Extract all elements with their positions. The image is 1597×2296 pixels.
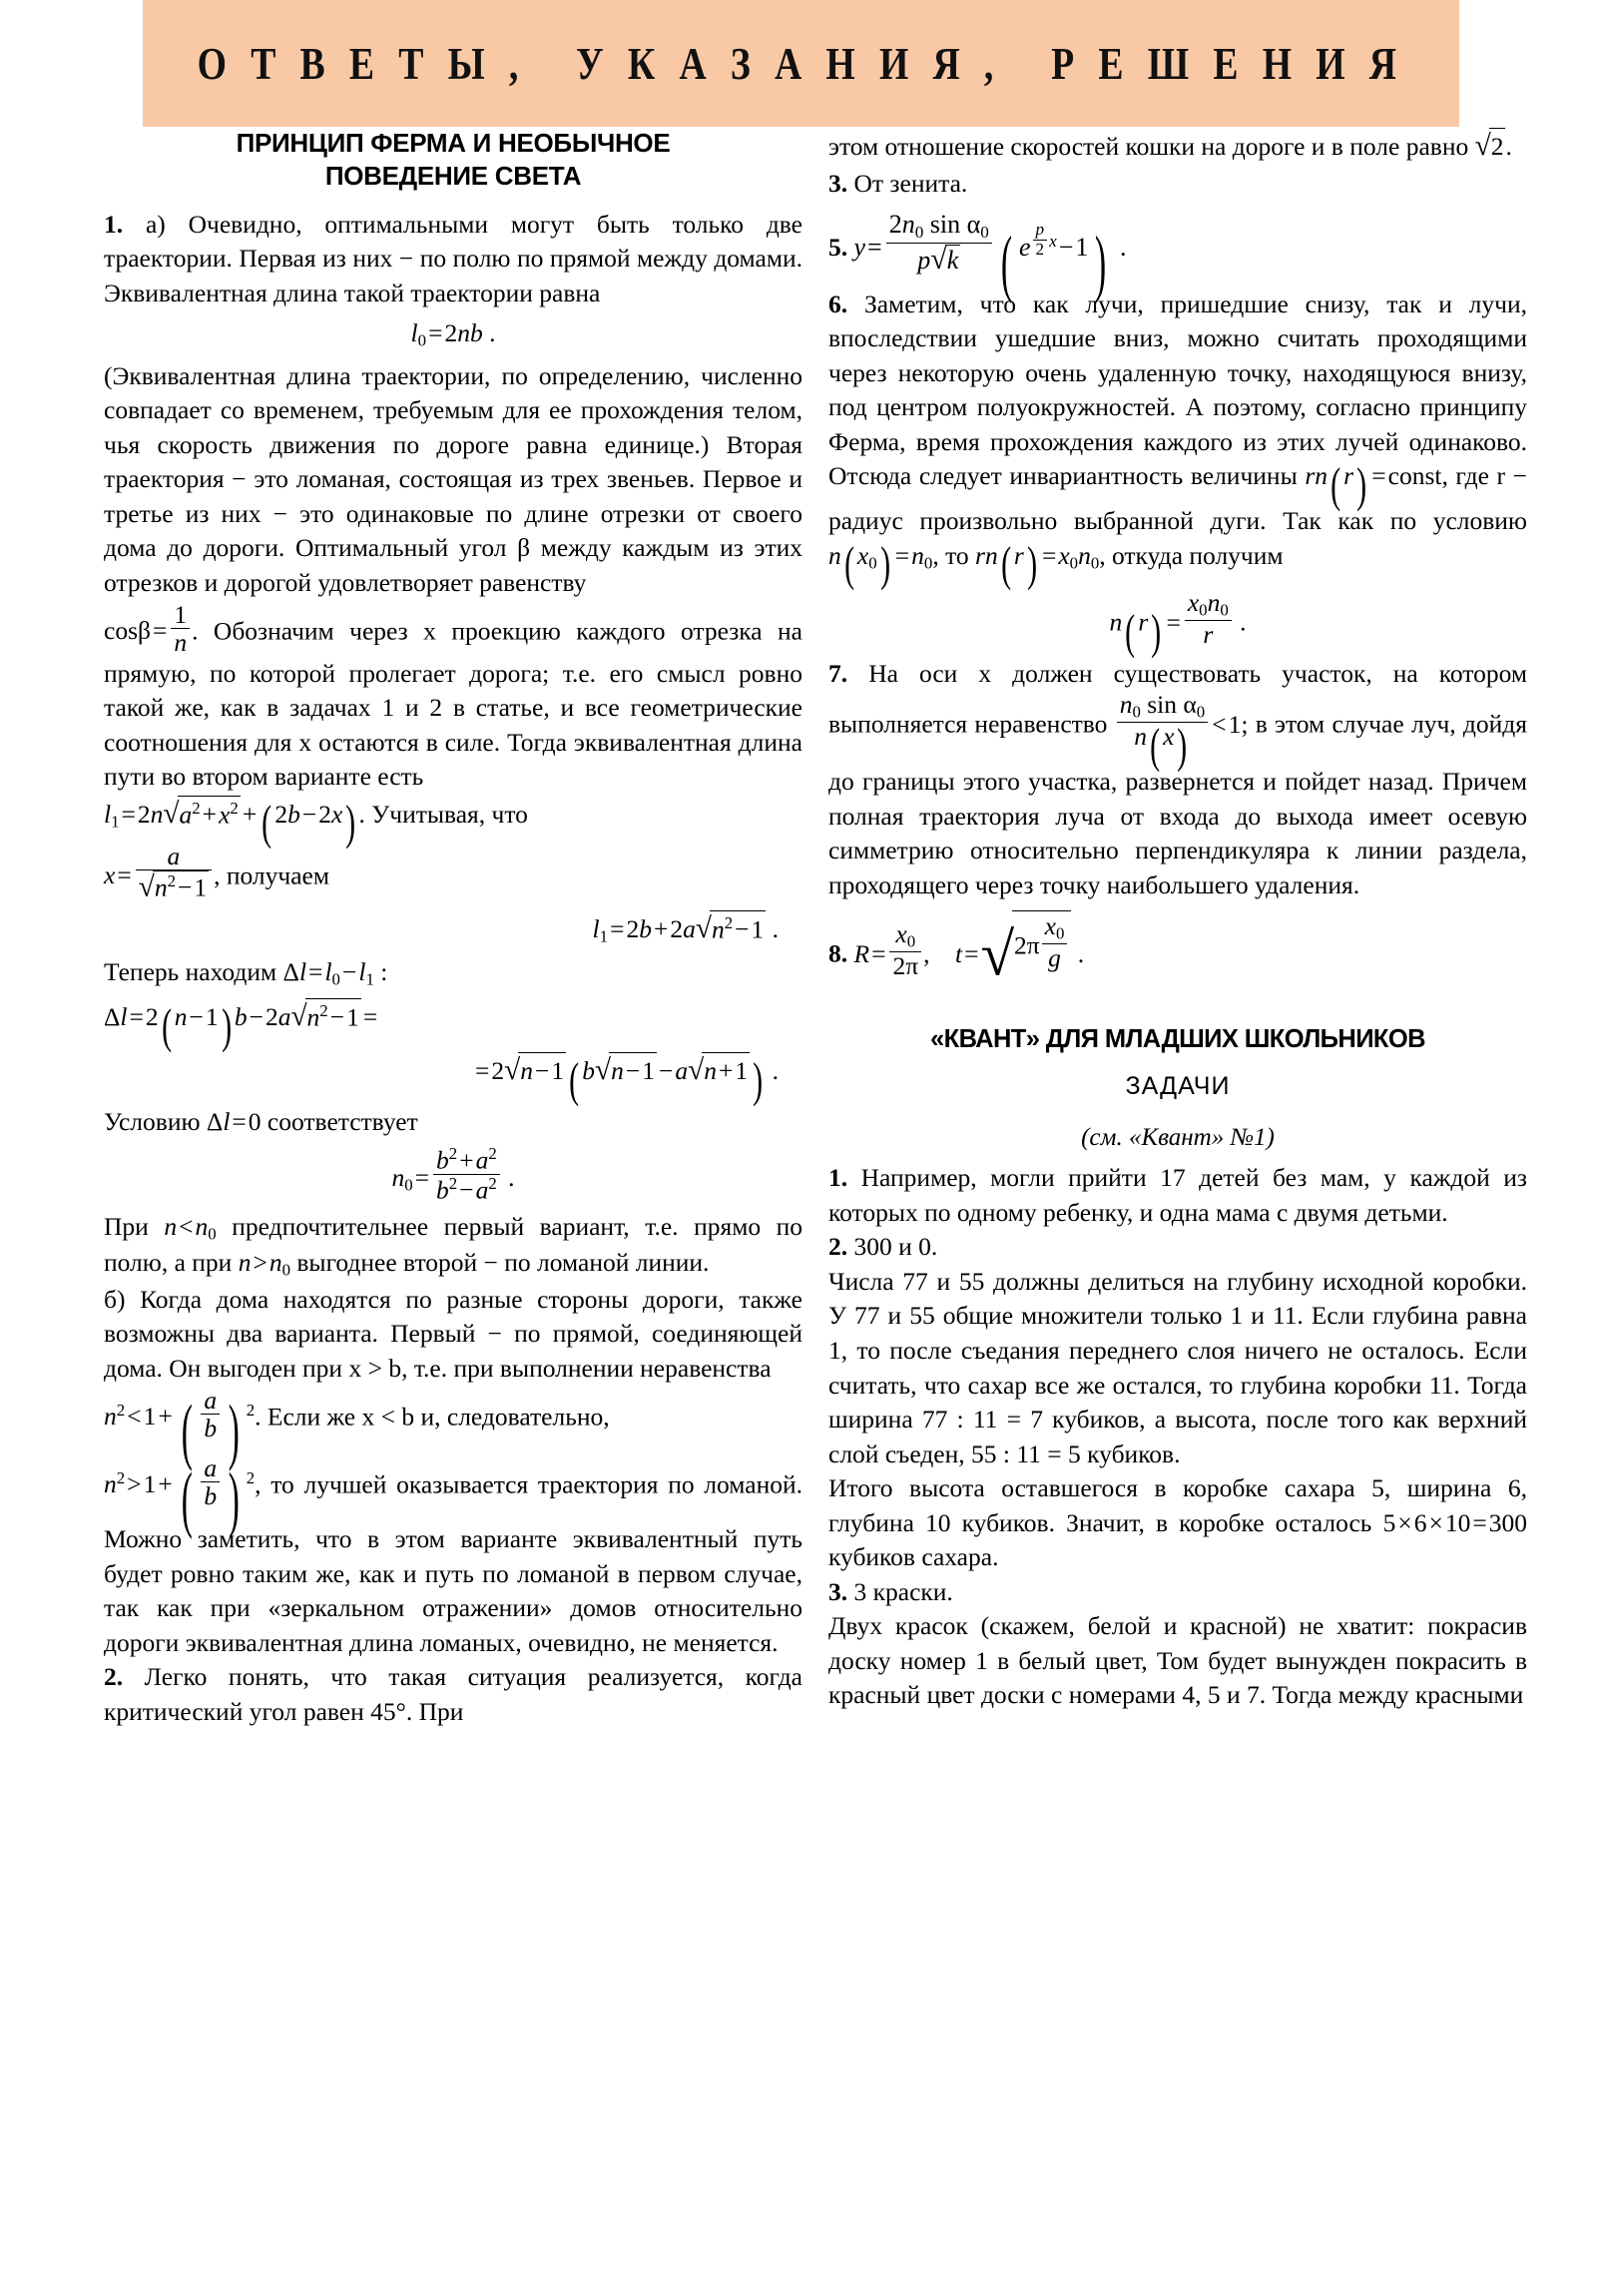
junior-answer-2-explanation-b xyxy=(828,1471,1527,1575)
answer-number-2: 2. xyxy=(104,1662,124,1692)
formula-rn-x0n0: rn( $r) =x_0n_0$ xyxy=(975,538,1100,592)
junior-answer-1-text: Например, могли прийти 17 детей без мам, у каждой из которых по одному ребенку, и одна мама с двумя детьми. xyxy=(828,1163,1527,1227)
formula-n2-lt: $n^2<1+$ ( $\frac{a}{b}$ ) $^2$ xyxy=(104,1385,256,1471)
answer-2-text-b: . При xyxy=(405,1696,464,1726)
junior-answer-3 xyxy=(828,1575,1527,1610)
formula-cos-beta: cosβ= $\frac{1}{n}$ xyxy=(104,616,192,645)
section-heading-line-1: ПРИНЦИП ФЕРМА И НЕОБЫЧНОЕ xyxy=(236,128,671,158)
page-banner-title: О Т В Е Т Ы , У К А З А Н И Я , Р Е Ш Е Н И Я xyxy=(198,38,1404,89)
formula-l0: $l_0=2nb$ . xyxy=(410,318,496,350)
answer-3-text: От зенита. xyxy=(853,168,968,198)
formula-n-r: n( r) = $\frac{x_0n_0}{r}$ . xyxy=(1109,588,1247,659)
answer-7-text-a: На оси x должен существовать участок, на котором выполняется неравенство xyxy=(828,658,1527,740)
left-column xyxy=(104,127,802,1729)
answer-1a-condition-label-a: Условию xyxy=(104,1106,201,1136)
answer-number-1: 1. xyxy=(104,209,124,239)
formula-5x6x10: 5×6×10=300 xyxy=(1382,1507,1527,1537)
formula-sqrt-2: √2 xyxy=(1475,132,1506,161)
answer-1b-ineq1-paragraph xyxy=(104,1385,802,1471)
answer-1a-comparison-a: При xyxy=(104,1211,149,1241)
answer-6-text-b: , где r − радиус произвольно выбранной дуги. Так как по условию xyxy=(828,461,1528,536)
answer-1a-condition-label-b: соответствует xyxy=(266,1106,418,1136)
junior-answer-2-explanation-b-text: Итого высота оставшегося в коробке сахара 5, ширина 6, глубина 10 кубиков. Значит, в коробке осталось xyxy=(828,1473,1527,1537)
answer-number-7: 7. xyxy=(828,658,848,688)
subsection-heading-tasks: ЗАДАЧИ xyxy=(1125,1071,1231,1100)
page-body xyxy=(0,127,1597,2296)
junior-answer-2 xyxy=(828,1230,1527,1265)
answer-2-paragraph xyxy=(104,1660,802,1729)
formula-n2-gt: $n^2>1+$ ( $\frac{a}{b}$ ) $^2$ xyxy=(104,1452,256,1540)
junior-answer-number-2: 2. xyxy=(828,1232,848,1262)
answer-1a-x-paragraph xyxy=(104,843,802,903)
junior-answer-number-1: 1. xyxy=(828,1163,848,1193)
junior-answer-2-explanation-a: Числа 77 и 55 должны делиться на глубину исходной коробки. У 77 и 55 общие множители только 1 и 11. Если глубина равна 1, то после съедания переднего слоя ничего не осталось. Если считать, что сахар все же остался, то глубина коробки 11. Тогда ширина 77 : 11 = 7 кубиков, а высота, после того как верхний слой съеден, 55 : 11 = 5 кубиков. xyxy=(828,1266,1527,1468)
answer-1a-cos-text: . Обозначим через x проекцию каждого отрезка на прямую, по которой пролегает дорога; т.е. его смысл ровно такой же, как в задачах 1 и 2 в статье, и все геометрические соотношения для x остаются в силе. Тогда эквивалентная длина пути во втором варианте есть xyxy=(104,615,802,792)
section-heading-fermat xyxy=(104,127,802,194)
formula-n-x0: n( $x_0) =n_0$ xyxy=(828,538,933,592)
value-critical-angle: 45° xyxy=(370,1696,406,1726)
section-heading-kvant-junior: «КВАНТ» ДЛЯ МЛАДШИХ ШКОЛЬНИКОВ xyxy=(930,1024,1425,1053)
answer-1b-ineq2-paragraph xyxy=(104,1454,802,1660)
answer-number-5: 5. xyxy=(828,233,848,263)
answer-1b-paragraph: б) Когда дома находятся по разные стороны дороги, также возможны два варианта. Первый − по прямой, соединяющей дома. Он выгоден при x > b, т.е. при выполнении неравенства xyxy=(104,1284,802,1384)
answer-1a-comparison-b: предпочтительнее первый вариант, т.е. прямо по полю, а при xyxy=(104,1211,803,1278)
answer-6-paragraph xyxy=(828,287,1528,592)
formula-delta-def: $\Delta l=l_0-l_1$ : xyxy=(282,956,388,989)
answer-1a-comparison-c: выгоднее второй − по ломаной линии. xyxy=(296,1248,710,1278)
answer-2-text-a: Легко понять, что такая ситуация реализуется, когда критический угол равен xyxy=(104,1662,802,1726)
answer-1a-x-text: , получаем xyxy=(214,861,330,890)
section-heading-line-2: ПОВЕДЕНИЕ СВЕТА xyxy=(324,161,582,192)
answer-6-text-a: Заметим, что как лучи, пришедшие снизу, так и лучи, впоследствии ушедшие вниз, можно считать проходящими через некоторую очень удаленную точку, находящуюся внизу, под центром полуокружностей. А поэтому, согласно принципу Ферма, время прохождения каждого из этих лучей одинаково. Отсюда следует инвариантность величины xyxy=(828,288,1527,491)
answer-1b-ineq1-text: . Если же x < b и, следовательно, xyxy=(255,1401,610,1431)
answer-1a-comparison xyxy=(104,1210,802,1283)
answer-1a-condition xyxy=(104,1105,802,1140)
answer-7-text-b: в этом случае луч, дойдя до границы этого участка, развернется и пойдет назад. Причем полная траектория луча от входа до выхода имеет осевую симметрию относительно перпендикуляра к линии раздела, проходящего через точку наибольшего удаления. xyxy=(828,710,1527,899)
answer-number-8: 8. xyxy=(828,938,848,968)
formula-n-gt-n0: $n>n_0$ xyxy=(238,1248,291,1281)
answer-1a-text: а) Очевидно, оптимальными могут быть только две траектории. Первая из них − по полю по прямой между домами. Эквивалентная длина такой траектории равна xyxy=(104,209,802,307)
answer-number-3: 3. xyxy=(828,168,848,198)
formula-delta-line1: Δl=2( n−1) $b-2a√n^2-1$ = xyxy=(104,999,378,1053)
right-column xyxy=(828,127,1527,1713)
answer-6-text-c: , то xyxy=(932,540,969,570)
answer-1a-cos-paragraph xyxy=(104,601,802,795)
formula-R-and-t: R= $\frac{x_0}{2\pi}$ , t=√2π $\frac{x_0}{g}$ . xyxy=(853,911,1085,989)
answer-1a-delta-label: Теперь находим xyxy=(104,956,277,986)
answer-5-paragraph xyxy=(828,210,1527,304)
answer-1a-note: (Эквивалентная длина траектории, по определению, численно совпадает со временем, требуемым для ее прохождения телом, чья скорость движения по дороге равна единице.) Вторая траектория − это ломаная, состоящая из трех звеньев. Первое и третье из них − это одинаковые по длине отрезки от своего дома до дороги. Оптимальный угол β между каждым из этих отрезков и дорогой удовлетворяет равенству xyxy=(104,360,802,597)
answer-1b-ineq2-text: , то лучшей оказывается траектория по ломаной. Можно заметить, что в этом варианте эквивалентный путь будет ровно таким же, как и путь по ломаной в первом случае, так как при «зеркальном отражении» домов относительно дороги эквивалентная длина ломаных, очевидно, не меняется. xyxy=(104,1469,802,1657)
formula-l1-expanded: $l_1=2n√a^2+x^2$ + ( 2b−2x) xyxy=(104,797,356,851)
formula-x-value: x= $\frac{a}{√n^2-1}$ xyxy=(104,861,214,889)
junior-answer-3-value: 3 краски. xyxy=(853,1576,953,1606)
junior-answer-2-value: 300 и 0. xyxy=(853,1232,938,1262)
answer-1a-paragraph xyxy=(104,208,802,311)
junior-answer-number-3: 3. xyxy=(828,1576,848,1606)
answer-number-6: 6. xyxy=(828,288,848,318)
answer-6-text-d: , откуда получим xyxy=(1099,540,1284,570)
subsection-note-source: (см. «Квант» №1) xyxy=(1081,1124,1275,1152)
answer-8-paragraph xyxy=(828,910,1527,997)
formula-l1-result: $l_1=2b+2a√n^2-1$ . xyxy=(104,909,802,949)
answer-2-continuation xyxy=(828,127,1527,167)
formula-delta-line2: =2√n−1 ( b√n−1 −a√n+1 ) . xyxy=(474,1053,779,1107)
junior-answer-2-explanation-c: кубиков сахара. xyxy=(828,1542,999,1572)
formula-rn-const: rn( r) =const xyxy=(1305,458,1442,512)
junior-answer-1 xyxy=(828,1161,1527,1230)
answer-1a-l1-paragraph xyxy=(104,795,802,851)
formula-n0: $n_0=$ $\frac{b^2+a^2}{b^2-a^2}$ . xyxy=(391,1144,515,1205)
junior-answer-3-explanation: Двух красок (скажем, белой и красной) не хватит: покрасив доску номер 1 в белый цвет, Том будет вынужден покрасить в красный цвет доски с номерами 4, 5 и 7. Тогда между красными xyxy=(828,1611,1527,1710)
formula-y-exponential: y= $\frac{2n_0 \sin \alpha_0}{p√k}$ ( e $^{\frac{p}{2} x}$−1) . xyxy=(853,210,1127,304)
formula-delta-zero: Δl=0 xyxy=(206,1106,262,1136)
answer-2-continuation-tail: . xyxy=(1505,132,1512,161)
answer-2-continuation-text: этом отношение скоростей кошки на дороге и в поле равно xyxy=(828,132,1469,161)
formula-ineq-n0-sin: $\frac{n_0 \sin \alpha_0}{n( x)}$ <1; xyxy=(1115,710,1249,739)
answer-1a-l1-text: . Учитывая, что xyxy=(358,799,528,829)
page-banner xyxy=(143,0,1459,127)
answer-1a-delta-intro xyxy=(104,955,802,992)
formula-n-lt-n0: $n<n_0$ xyxy=(164,1211,217,1244)
answer-7-paragraph xyxy=(828,657,1527,902)
answer-3-paragraph xyxy=(828,167,1527,202)
